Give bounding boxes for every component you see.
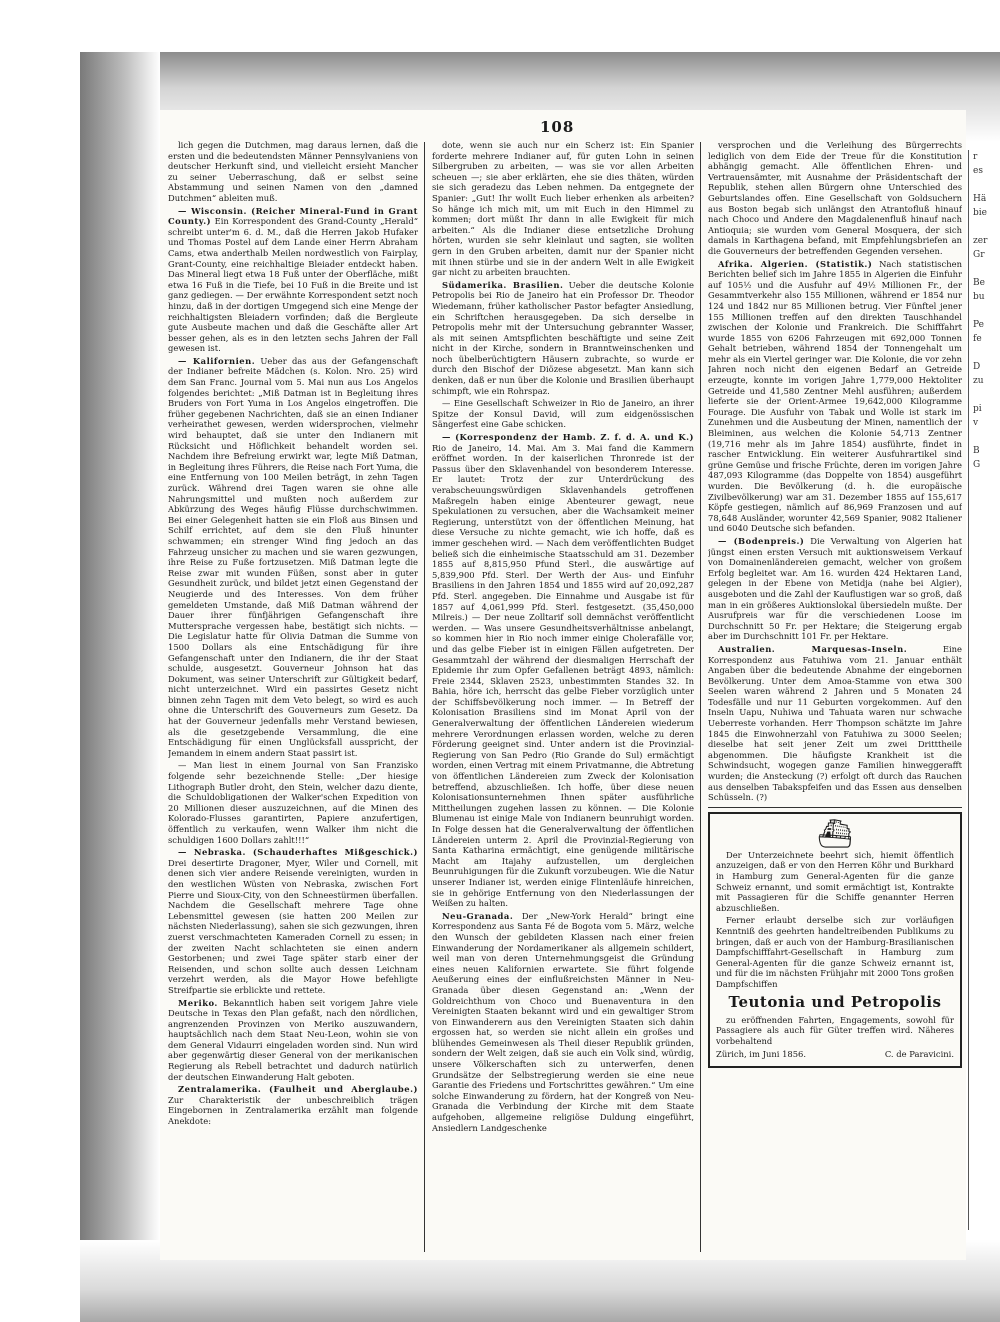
column-right [708,140,962,1255]
adjacent-page-fragments [968,150,1000,1230]
article-text: Drei desertirte Dragoner, Myer, Wiler und Cornell, mit denen sich vier andere Reisende vereinigten, wurden in den westlichen Wüsten von Nebraska, zwischen Fort Pierre und Sioux-City, von den Schneestürmen überfallen. Nachdem die Gesellschaft mehrere Tage ohne Lebensmittel gewesen (sie hatten 200 Meilen zur nächsten Niederlassung), sahen sie sich gezwungen, ihren zuerst verschmachteten Kameraden Cornell zu essen; in der zweiten Nacht schlachteten sie einen andern Gestorbenen; und zwei Tage später starb einer der Reisenden, und schon sollte auch dessen Leichnam verzehrt werden, als die Mayor Howe befehligte Streifpartie sie erblickte und rettete. [168,857,418,995]
fragment-text: bu [973,292,985,302]
fragment-text [969,220,1000,234]
article-heading: Afrika. Algerien. (Statistik.) [718,258,873,269]
article-paragraph [432,280,694,397]
fragment-text: Pe [973,320,984,330]
section-divider [708,807,962,808]
fragment-text [969,430,1000,444]
ad-place-date: Zürich, im Juni 1856. [716,1049,807,1060]
column-rule [700,142,701,1252]
article-text: — Man liest in einem Journal von San Franzisko folgende sehr bezeichnende Stelle: „Der hiesige Lithograph Butler droht, den Stein, welcher dazu diente, die Schuldobligationen der Walker'schen Expedition von 20 Millionen dieser auszuzeichnen, auf die Minen des Kolorado-Flusses garantirten, Papiere anzufertigen, öffentlich zu verkaufen, wenn Walker ihm nicht die schuldigen 1600 Dollars zahlt!!!“ [168,760,418,845]
ad-title: Teutonia und Petropolis [728,992,942,1011]
article-paragraph [432,432,694,909]
fragment-text: fe [973,334,982,344]
article-paragraph [168,998,418,1083]
article-paragraph [168,760,418,845]
steamship-icon: ⛴ [817,816,853,850]
fragment-text: Gr [973,250,985,260]
ad-paragraph: Ferner erlaubt derselbe sich zur vorläufigen Kenntniß des geehrten handeltreibenden Publikums zu bringen, daß er auch von der Hamburg-Brasilianischen Dampfschifffahrt-Gesellschaft in Hamburg zum General-Agenten für die ganze Schweiz ernannt ist, und für die im nächsten Frühjahr mit 2000 Tons großen Dampfschiffen [716,915,954,989]
article-text: Rio de Janeiro, 14. Mai. Am 3. Mai fand die Kammern eröffnet worden. In der kaiserlichen Thronrede ist der Passus über den Sklavenhandel von besonderem Interesse. Er lautet: Trotz der zur Unterdrückung des verabscheuungswürdigen Sklavenhandels getroffenen Maßregeln haben einige Abenteurer gewagt, neue Spekulationen zu versuchen, aber die Wachsamkeit meiner Regierung, unterstützt von der öffentlichen Meinung, hat diese Versuche zu nichte gemacht, wie ich hoffe, daß es immer geschehen wird. — Nach dem veröffentlichten Budget beließ sich die einheimische Staatsschuld am 31. Dezember 1855 auf 8,815,950 Pfund Sterl., die auswärtige auf 5,839,900 Pfd. Sterl. Der Werth der Aus- und Einfuhr Brasiliens in den Jahren 1854 und 1855 wird auf 20,092,287 Pfd. Sterl. angegeben. Die Einnahme und Ausgabe ist für 1857 auf 4,061,999 Pfd. Sterl. festgesetzt. (35,450,000 Milreis.) — Der neue Zolltarif soll demnächst veröffentlicht werden. — Was unsere Gesundheitsverhältnisse anbelangt, so kommen hier in Rio noch immer einige Cholerafälle vor, und das gelbe Fieber ist in einigen Fällen aufgetreten. Der Gesammtzahl der während der diesmaligen Herrschaft der Epidemie ihr zum Opfer Gefallenen beträgt 4893, nämlich: Freie 2344, Sklaven 2523, unbestimmten Standes 32. In Bahia, höre ich, herrscht das gelbe Fieber vorzüglich unter der Schiffsbevölkerung noch immer. — In Betreff der Kolonisation Brasiliens sind im Monat April von der Generalverwaltung der öffentlichen Ländereien wiederum mehrere Verordnungen erlassen worden, welche zu deren Förderung geeignet sind. Unter andern ist die Provinzial-Regierung von San Pedro (Rio Grande do Sul) ermächtigt worden, einen Vertrag mit einem Privatmanne, die Abtretung von öffentlichen Ländereien zum Zweck der Kolonisation betreffend, abzuschließen. Ich hoffe, über diese neuen Kolonisationsunternehmen Ihnen später ausführliche Mittheilungen zugehen lassen zu können. — Die Kolonie Blumenau ist einige Male von Indianern beunruhigt worden. In Folge dessen hat die Generalverwaltung der öffentlichen Ländereien unterm 2. April die Provinzial-Regierung von Santa Katharina ermächtigt, eine genügende militärische Macht am Itajahy aufzustellen, um dergleichen Beunruhigungen für die Zukunft vorzubeugen. Wie die Natur unserer Indianer ist, werden einige Flintenläufe hinreichen, sie in gehörige Entfernung von den Niederlassungen der Weißen zu halten. [432,442,694,909]
ad-signature: C. de Paravicini. [884,1049,954,1060]
article-heading: Meriko. [178,997,218,1008]
fragment-text: es [973,166,983,176]
fragment-text: bie [973,208,987,218]
article-paragraph [708,259,962,534]
fragment-text: v [973,418,979,428]
article-heading: Südamerika. Brasilien. [442,279,564,290]
fragment-text: pi [973,404,982,414]
scan-edge-left [80,52,160,1252]
fragment-text: B [973,446,980,456]
fragment-text [969,262,1000,276]
advertisement [708,812,962,1068]
column-rule [424,142,425,1252]
newspaper-page [160,110,966,1260]
article-text: Ueber das aus der Gefangenschaft der Indianer befreite Mädchen (s. Kolon. Nro. 25) wird dem San Franc. Journal vom 5. Mai nun aus Los Angelos folgendes berichtet: „Miß Datman ist in Begleitung ihres Bruders von Fort Yuma in Los Angelos eingetroffen. Die früher gegebenen Nachrichten, daß sie an einen Indianer verheirathet gewesen, werden widersprochen, vielmehr wird behauptet, daß sie unter den Indianern mit Rücksicht und Höflichkeit behandelt worden sei. Nachdem ihre Befreiung erwirkt war, legte Miß Datman, in Begleitung ihres Führers, die Reise nach Fort Yuma, die eine Entfernung von 100 Meilen beträgt, in zehn Tagen zurück. Während drei Tagen waren sie ohne alle Nahrungsmittel und mußten noch außerdem zur Abkürzung des Weges häufig Flüsse durchschwimmen. Bei einer Gelegenheit hatten sie ein Floß aus Binsen und Schilf errichtet, auf dem sie den Fluß hinunter schwammen; ein strenger Wind fing jedoch an das Fahrzeug unsicher zu machen und sie waren gezwungen, ihre Reise zu Fuße fortzusetzen. Miß Datman legte die Reise zwar mit wunden Füßen, sonst aber in guter Gesundheit zurück, und bildet jetzt einen Gegenstand der Neugierde und des Interesses. Von dem früher gemeldeten Umstande, daß Miß Datman während der Dauer ihrer fünfjährigen Gefangenschaft ihre Muttersprache vergessen habe, bestätigt sich nichts. — Die Legislatur hatte für Olivia Datman die Summe von 1500 Dollars als eine Entschädigung für ihre Gefangenschaft unter den Indianern, die ihr der Staat schulde, ausgesetzt. Gouverneur Johnson hat das Dokument, was seiner Unterschrift zur Gültigkeit bedarf, nicht unterzeichnet. Wird ein passirtes Gesetz nicht binnen zehn Tagen mit dem Veto belegt, so wird es auch ohne die Unterschrift des Gouverneurs zum Gesetz. Da hat der Gouverneur jedenfalls mehr Verstand bewiesen, als die gesetzgebende Versammlung, die eine Entschädigung für einen Unglücksfall ausspricht, der Jemandem in einem andern Staat passirt ist. [168,355,418,758]
article-paragraph [432,911,694,1133]
article-text: Der „New-York Herald“ bringt eine Korrespondenz aus Santa Fé de Bogota vom 5. März, welche den Wunsch der gebildeten Klassen nach einer freien Einwanderung der Nordamerikaner als allgemein schildert, weil man von deren Unternehmungsgeist die Gründung eines neuen Kalifornien erwartete. Sie führt folgende Aeußerung eines der einflußreichsten Männer in Neu-Granada über diesen Gegenstand an: „Wenn der Goldreichthum von Choco und Buenaventura in den Vereinigten Staaten bekannt wird und ein gewaltiger Strom von Einwanderern aus den Vereinigten Staaten sich dahin ergossen hat, so werden sie nicht allein ein großes und blühendes Gemeinwesen als Theil dieser Republik gründen, sondern der Welt zeigen, daß sie auch ein Volk sind, würdig, unsere Völkerschaften sich zu unterwerfen, denen Grundsätze der Selbstregierung werden sie eine neue Garantie des Friedens und Fortschrittes gewähren.“ Um eine solche Einwanderung zu fördern, hat der Kongreß von Neu-Granada die Verbindung der Kirche mit dem Staate aufgehoben, allgemeine religiöse Duldung eingeführt, Ansiedlern Landgeschenke [432,910,694,1133]
article-text: versprochen und die Verleihung des Bürgerrechts lediglich von dem Eide der Treue für die Konstitution abhängig gemacht. Alle öffentlichen Ehren- und Vertrauensämter, mit Ausnahme der Präsidentschaft der Republik, stehen allen Bürgern ohne Unterschied des Geburtslandes offen. Eine Gesellschaft von Goldsuchern aus Boston begab sich unlängst den Atrantofluß hinauf nach Choco und Andere den Magdalenenfluß hinauf nach Antioquia; sie wurden vom General Mosquera, der sich damals in Karthagena befand, mit Empfehlungsbriefen an die Gouverneurs der betreffenden Gegenden versehen. [708,140,962,256]
article-heading: Australien. Marquesas-Inseln. [718,643,908,654]
article-paragraph [708,536,962,642]
article-heading: — Wisconsin. (Reicher Mineral-Fund in Grant County.) [168,205,418,227]
fragment-text [969,304,1000,318]
article-text: Ein Korrespondent des Grand-County „Herald“ schreibt unter'm 6. d. M., daß die Herren Jakob Hufaker und Thomas Postel auf dem Lande einer Herrn Abraham Cams, etwa anderthalb Meilen nordwestlich von Fairplay, Grant-County, eine reichhaltige Bleiader entdeckt haben. Das Mineral liegt etwa 18 Fuß unter der Oberfläche, mißt etwa 16 Fuß in die Tiefe, bei 10 Fuß in die Breite und ist ganz gediegen. — Der erwähnte Korrespondent setzt noch hinzu, daß in der dortigen Umgegend sich eine Menge der reichhaltigsten Bleiadern vorfinden; daß die Bergleute gute Ausbeute machen und daß die Geschäfte aller Art besser gehen, als es in den letzten sechs Jahren der Fall gewesen ist. [168,216,418,354]
article-paragraph [168,140,418,204]
article-heading: — (Bodenpreis.) [718,535,805,546]
article-heading: — Nebraska. (Schauderhaftes Mißgeschick.) [178,847,418,858]
article-text: Ueber die deutsche Kolonie Petropolis bei Rio de Janeiro hat ein Professor Dr. Theodor Wiedemann, früher katholischer Pastor befagter Ansiedlung, ein Schriftchen herausgegeben. Da sich derselbe in Petropolis mehr mit der Untersuchung gebrannter Wasser, als mit seinen Amtspflichten beschäftigte und seine Zeit nicht in der Kirche, sondern in Branntweinschenken und noch übelberüchtigtern Häusern zubrachte, so wurde er durch den Bischof der Diözese abgesetzt. Man kann sich denken, daß er nun über die Kolonie und Brasilien überhaupt schimpft, wie ein Rohrspaz. [432,279,694,396]
fragment-text: Be [973,278,985,288]
article-text: Die Verwaltung von Algerien hat jüngst einen ersten Versuch mit auktionsweisem Verkauf von Domainenländereien gemacht, welcher von großem Erfolg begleitet war. Am 16. wurden 424 Hektaren Land, gelegen in der Ebene von Metidja (nahe bei Algier), ausgeboten und die Zahl der Kauflustigen war so groß, daß man in ein größeres Auktionslokal übersiedeln mußte. Der Ausrufpreis war für die verschiedenen Loose im Durchschnitt 50 Fr. per Hektare; die Steigerung ergab aber im Durchschnitt 101 Fr. per Hektare. [708,535,962,642]
fragment-text [969,388,1000,402]
article-heading: — (Korrespondenz der Hamb. Z. f. d. A. und K.) [442,432,694,443]
article-text: Zur Charakteristik der unbeschreiblich trägen Eingebornen in Zentralamerika erzählt man folgende Anekdote: [168,1094,418,1127]
article-paragraph [708,644,962,803]
article-text: Eine Korrespondenz aus Fatuhiwa vom 21. Januar enthält Angaben über die bedeutende Abnahme der eingebornen Bevölkerung. Unter dem Amoa-Stamme von etwa 300 Seelen waren während 2 Jahren und 5 Monaten 24 Todesfälle und nur 11 Geburten vorgekommen. Auf den Inseln Uapu, Nuhiwa und Tahuata waren nur schwache Ueberreste vorhanden. Herr Thompson schätzte im Jahre 1845 die Einwohnerzahl von Fatuhiwa zu 3000 Seelen; dieselbe hat seit jener Zeit um zwei Dritttheile abgenommen. Die häufigste Krankheit ist die Schwindsucht, wogegen ganze Familien hinweggerafft wurden; die Ansteckung (?) erfolgt oft durch das Rauchen aus denselben Tabakspfeifen und das Essen aus denselben Schüsseln. (?) [708,643,962,803]
article-heading: Zentralamerika. (Faulheit und Aberglaube.) [178,1084,418,1095]
article-paragraph [168,1084,418,1126]
column-left [168,140,418,1255]
fragment-text: Hä [973,194,987,204]
page-number: 108 [540,118,575,136]
article-paragraph [168,356,418,759]
article-heading: — Kalifornien. [178,355,256,366]
fragment-text [969,346,1000,360]
fragment-text: r [973,152,978,162]
article-text: Nach statistischen Berichten belief sich im Jahre 1855 in Algerien die Einfuhr auf 105½ und die Ausfuhr auf 49½ Millionen Fr., der Gesammtverkehr also 155 Millionen, während er 1854 nur 124 und 1842 nur 85 Millionen betrug. Vier Fünftel jener 155 Millionen treffen auf den direkten Tauschhandel zwischen der Kolonie und Frankreich. Die Schifffahrt wurde 1855 von 6206 Fahrzeugen mit 692,000 Tonnen Gehalt betrieben, während 1854 der Tonnengehalt um mehr als ein Viertel geringer war. Die Kolonie, die vor zehn Jahren noch nicht den eigenen Bedarf an Getreide erzeugte, konnte im vorigen Jahre 1,779,000 Hektoliter Getreide und 41,580 Zentner Mehl ausführen; außerdem lieferte sie der Orient-Armee 19,642,000 Kilogramme Fourage. Die Ausfuhr von Tabak und Wolle ist stark im Zunehmen und die Ausbeutung der Minen, namentlich der Bleiminen, aus welchen die Kolonie 54,713 Zentner (19,716 mehr als im Jahre 1854) ausführte, findet in rascher Entwicklung. Ein weiterer Ausfuhrartikel sind grüne Gemüse und frische Früchte, deren im vorigen Jahre 487,093 Kilogramme (das Doppelte von 1854) ausgeführt wurden. Die Bevölkerung (d. h. die europäische Zivilbevölkerung) war am 31. Dezember 1855 auf 155,617 Köpfe gestiegen, nämlich auf 86,969 Franzosen und auf 78,648 Ausländer, worunter 42,569 Spanier, 9082 Italiener und 6040 Deutsche sich befanden. [708,258,962,534]
article-paragraph [168,206,418,354]
article-paragraph [708,140,962,257]
fragment-text: D [973,362,981,372]
ad-paragraph: Der Unterzeichnete beehrt sich, hiemit öffentlich anzuzeigen, daß er von den Herren Köhr und Burkhard in Hamburg zum General-Agenten für die ganze Schweiz ernannt, und somit ermächtigt ist, Kontrakte mit Passagieren für die Schiffe genannter Herren abzuschließen. [716,849,954,913]
fragment-text: zer [973,236,988,246]
article-paragraph [432,398,694,430]
article-text: lich gegen die Dutchmen, mag daraus lernen, daß die ersten und die bedeutendsten Männer Pennsylvaniens von deutscher Herkunft sind, und vielleicht ersieht Mancher zu seiner Ueberraschung, daß er selbst seine Abstammung und seinen Namen von den „damned Dutchmen“ ableiten muß. [168,140,418,203]
article-paragraph [432,140,694,278]
article-text: dote, wenn sie auch nur ein Scherz ist: Ein Spanier forderte mehrere Indianer auf, für guten Lohn in seinen Silbergruben zu arbeiten, — was sie vor allen Arbeiten scheuen —; sie aber erklärten, ehe sie dies thäten, würden sie sich geradezu das Leben nehmen. Da entgegnete der Spanier: „Gut! Ihr wollt Euch lieber erhenken als arbeiten? So hänge ich mich mit, um mit Euch in den Himmel zu kommen; dort müßt Ihr dann in alle Ewigkeit für mich arbeiten.“ Als die Indianer diese entsetzliche Drohung hörten, wurden sie sehr kleinlaut und sagten, sie wollten gern in den Gruben arbeiten, damit nur der Spanier nicht mit ihnen stürbe und sie in der andern Welt in alle Ewigkeit gar nicht zu arbeiten brauchten. [432,140,694,278]
article-text: — Eine Gesellschaft Schweizer in Rio de Janeiro, an ihrer Spitze der Konsul David, will zum eidgenössischen Sängerfest eine Gabe schicken. [432,398,694,430]
ad-signature-line [716,1049,954,1060]
ad-paragraph: zu eröffnenden Fahrten, Engagements, sowohl für Passagiere als auch für Güter treffen wird. Näheres vorbehaltend [716,1014,954,1046]
fragment-text: G [973,460,981,470]
article-heading: Neu-Granada. [442,910,514,921]
fragment-text: zu [973,376,984,386]
article-paragraph [168,847,418,995]
column-middle [432,140,694,1255]
article-text: Bekanntlich haben seit vorigem Jahre viele Deutsche in Texas den Plan gefaßt, nach den nördlichen, angrenzenden Provinzen von Meriko auszuwandern, hauptsächlich nach dem Staat Neu-Leon, wohin sie von dem General Vidaurri eingeladen worden sind. Nun wird aber gegenwärtig dieser General von der merikanischen Regierung als Rebell betrachtet und dadurch natürlich der deutschen Einwanderung Halt geboten. [168,997,418,1082]
fragment-text [969,178,1000,192]
